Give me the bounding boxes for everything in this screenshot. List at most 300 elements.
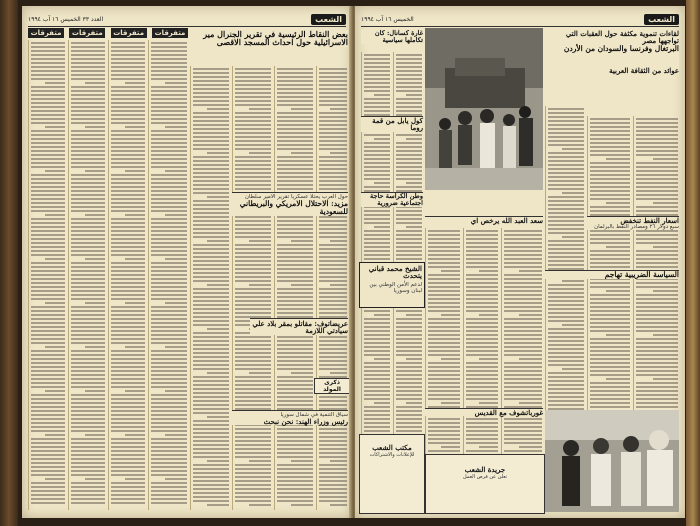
text-line xyxy=(428,262,460,264)
text-line xyxy=(636,338,678,340)
text-line xyxy=(71,342,105,344)
text-line xyxy=(193,256,229,258)
text-line xyxy=(319,452,347,454)
text-line xyxy=(193,140,229,142)
text-line xyxy=(590,298,630,300)
text-line xyxy=(125,258,145,260)
text-line xyxy=(277,112,313,114)
text-line xyxy=(277,224,313,226)
text-line xyxy=(636,154,678,156)
text-line xyxy=(235,188,271,190)
text-line xyxy=(111,298,145,300)
text-line xyxy=(111,454,145,456)
text-line xyxy=(111,194,145,196)
text-line xyxy=(111,78,145,80)
right-page xyxy=(355,6,685,518)
text-line xyxy=(71,290,105,292)
text-line xyxy=(193,344,229,346)
text-line xyxy=(504,230,542,232)
text-line xyxy=(45,434,65,436)
text-line xyxy=(364,378,390,380)
text-line xyxy=(364,342,390,344)
text-line xyxy=(636,146,678,148)
text-line xyxy=(396,110,422,112)
text-line xyxy=(319,480,347,482)
text-line xyxy=(249,284,271,286)
text-line xyxy=(428,438,460,440)
text-line xyxy=(151,250,187,252)
text-line xyxy=(277,440,313,442)
text-line xyxy=(31,386,65,388)
text-line xyxy=(291,240,313,242)
text-line xyxy=(396,170,422,172)
text-line xyxy=(111,58,145,60)
text-line xyxy=(31,110,65,112)
text-line xyxy=(151,354,187,356)
text-line xyxy=(590,330,630,332)
text-line xyxy=(636,350,678,352)
text-line xyxy=(277,104,313,106)
text-line xyxy=(151,58,187,60)
text-line xyxy=(590,238,630,240)
text-line xyxy=(71,58,105,60)
text-line xyxy=(548,320,584,322)
text-line xyxy=(636,330,678,332)
text-line xyxy=(193,324,229,326)
text-line xyxy=(235,228,271,230)
text-line xyxy=(504,418,542,420)
text-line xyxy=(364,390,390,392)
text-line xyxy=(235,112,271,114)
text-line xyxy=(151,430,187,432)
text-line xyxy=(590,398,630,400)
text-line xyxy=(71,206,105,208)
text-line xyxy=(111,414,145,416)
text-line xyxy=(151,318,187,320)
text-line xyxy=(111,90,145,92)
text-line xyxy=(111,370,145,372)
text-line xyxy=(277,296,313,298)
text-line xyxy=(235,488,271,490)
text-line xyxy=(235,476,271,478)
text-line xyxy=(235,484,271,486)
text-line xyxy=(590,130,630,132)
right-center-headline-3-block xyxy=(361,192,423,207)
text-line xyxy=(590,306,630,308)
text-line xyxy=(277,160,313,162)
text-line xyxy=(548,356,584,358)
text-line xyxy=(111,350,145,352)
text-line xyxy=(111,246,145,248)
text-line xyxy=(466,286,498,288)
text-line xyxy=(636,266,678,268)
text-line xyxy=(151,94,187,96)
text-line xyxy=(364,398,390,400)
left-main-headline-2: الاسرائيلية حول احداث المسجد الاقصى xyxy=(216,37,348,48)
text-line xyxy=(319,272,347,274)
text-line xyxy=(193,456,229,458)
right-center-headline-2-block xyxy=(361,116,423,132)
text-line xyxy=(319,84,347,86)
text-line xyxy=(193,128,229,130)
text-line xyxy=(606,290,630,292)
text-line xyxy=(193,392,229,394)
text-line xyxy=(548,304,584,306)
text-line xyxy=(111,210,145,212)
text-line xyxy=(428,370,460,372)
text-line xyxy=(548,344,584,346)
text-line xyxy=(151,234,187,236)
text-line xyxy=(636,362,678,364)
text-line xyxy=(277,164,313,166)
text-line xyxy=(548,120,584,122)
text-line xyxy=(428,378,460,380)
text-line xyxy=(277,120,313,122)
text-line xyxy=(193,340,229,342)
text-line xyxy=(548,292,584,294)
left-bottom-headline-sub: سياق التنمية في شمال سوريا xyxy=(280,412,348,418)
text-line xyxy=(548,224,584,226)
text-line xyxy=(31,342,65,344)
text-line xyxy=(193,384,229,386)
text-line xyxy=(151,358,187,360)
text-line xyxy=(71,86,105,88)
text-line xyxy=(428,318,460,320)
text-line xyxy=(235,92,271,94)
text-line xyxy=(235,464,271,466)
text-line xyxy=(235,356,271,358)
text-line xyxy=(548,256,584,258)
text-line xyxy=(636,178,678,180)
text-line xyxy=(45,346,65,348)
text-line xyxy=(125,390,145,392)
text-line xyxy=(277,336,313,338)
text-line xyxy=(396,178,422,180)
text-line xyxy=(364,150,390,152)
text-line xyxy=(111,266,145,268)
text-line xyxy=(277,136,313,138)
text-line xyxy=(235,104,271,106)
text-line xyxy=(71,274,105,276)
right-ad-2-line: تعلن عن فرص العمل xyxy=(462,474,508,480)
text-line xyxy=(319,156,347,158)
text-line xyxy=(319,148,347,150)
text-line xyxy=(111,314,145,316)
text-line xyxy=(193,312,229,314)
text-line xyxy=(31,378,65,380)
text-line xyxy=(31,114,65,116)
text-line xyxy=(364,66,390,68)
text-line xyxy=(85,478,105,480)
text-line xyxy=(151,310,187,312)
text-line xyxy=(636,250,678,252)
text-line xyxy=(235,280,271,282)
text-line xyxy=(396,74,422,76)
text-line xyxy=(479,270,498,272)
text-line xyxy=(636,262,678,264)
text-line xyxy=(364,318,390,320)
text-line xyxy=(71,314,105,316)
text-line xyxy=(466,250,498,252)
text-line xyxy=(71,498,105,500)
text-line xyxy=(636,306,678,308)
text-line xyxy=(71,234,105,236)
text-line xyxy=(31,162,65,164)
text-line xyxy=(466,294,498,296)
text-line xyxy=(235,164,271,166)
text-line xyxy=(235,404,271,406)
text-line xyxy=(151,334,187,336)
text-line xyxy=(548,124,584,126)
text-line xyxy=(277,188,313,190)
text-line xyxy=(207,240,229,242)
text-line xyxy=(235,236,271,238)
text-line xyxy=(151,98,187,100)
text-line xyxy=(151,174,187,176)
text-line xyxy=(235,300,271,302)
text-line xyxy=(466,434,498,436)
right-top-headline-block xyxy=(545,30,679,74)
text-line xyxy=(31,290,65,292)
text-line xyxy=(504,362,542,364)
text-line xyxy=(396,222,422,224)
text-line xyxy=(111,494,145,496)
text-line xyxy=(151,462,187,464)
text-line xyxy=(504,318,542,320)
text-line xyxy=(504,310,542,312)
text-line xyxy=(319,72,347,74)
text-line xyxy=(636,210,678,212)
text-line xyxy=(31,46,65,48)
text-line xyxy=(31,406,65,408)
text-line xyxy=(125,126,145,128)
text-line xyxy=(636,282,678,284)
text-line xyxy=(193,356,229,358)
text-line xyxy=(277,308,313,310)
text-line xyxy=(151,418,187,420)
text-line xyxy=(636,238,678,240)
text-line xyxy=(151,470,187,472)
text-line xyxy=(504,374,542,376)
text-line xyxy=(548,396,584,398)
text-line xyxy=(548,244,584,246)
text-line xyxy=(466,374,498,376)
text-line xyxy=(71,102,105,104)
text-line xyxy=(277,396,313,398)
text-line xyxy=(71,242,105,244)
text-line xyxy=(330,108,347,110)
text-line xyxy=(504,386,542,388)
text-line xyxy=(235,256,271,258)
text-line xyxy=(441,314,460,316)
text-line xyxy=(277,304,313,306)
text-line xyxy=(396,254,422,256)
text-line xyxy=(111,234,145,236)
text-line xyxy=(441,270,460,272)
text-line xyxy=(151,198,187,200)
text-line xyxy=(636,318,678,320)
crowd-photo-graphic xyxy=(425,28,543,190)
text-line xyxy=(193,452,229,454)
text-line xyxy=(319,252,347,254)
text-line xyxy=(319,168,347,170)
text-line xyxy=(193,296,229,298)
text-line xyxy=(111,334,145,336)
text-line xyxy=(45,302,65,304)
text-line xyxy=(31,50,65,52)
text-line xyxy=(319,144,347,146)
text-line xyxy=(71,230,105,232)
text-line xyxy=(636,162,678,164)
text-line xyxy=(31,178,65,180)
text-line xyxy=(466,450,498,452)
text-line xyxy=(85,82,105,84)
text-line xyxy=(466,394,498,396)
text-line xyxy=(207,328,229,330)
text-line xyxy=(548,200,584,202)
text-line xyxy=(151,210,187,212)
text-line xyxy=(151,106,187,108)
right-col-headline-2: اسعار النفط تنخفض xyxy=(620,216,679,225)
text-line xyxy=(364,382,390,384)
text-line xyxy=(396,258,422,260)
text-line xyxy=(277,116,313,118)
text-line xyxy=(31,370,65,372)
text-line xyxy=(562,236,584,238)
text-line xyxy=(466,430,498,432)
text-line xyxy=(466,290,498,292)
text-line xyxy=(319,276,347,278)
text-line xyxy=(504,274,542,276)
text-line xyxy=(111,474,145,476)
right-center-headline-5: الشيخ محمد قباني يتحدث xyxy=(368,264,422,281)
text-line xyxy=(31,118,65,120)
text-line xyxy=(466,242,498,244)
text-line xyxy=(31,298,65,300)
text-line xyxy=(71,246,105,248)
text-line xyxy=(364,430,390,432)
text-line xyxy=(235,364,271,366)
text-line xyxy=(562,324,584,326)
text-line xyxy=(396,334,422,336)
text-line xyxy=(466,382,498,384)
text-line xyxy=(319,100,347,102)
text-line xyxy=(364,362,390,364)
text-line xyxy=(31,202,65,204)
text-line xyxy=(111,106,145,108)
text-line xyxy=(193,276,229,278)
left-masthead-date: العدد ٣٣ الخميس ١٦ آب ١٩٩٤ xyxy=(28,15,104,23)
text-line xyxy=(504,438,542,440)
text-line xyxy=(466,334,498,336)
text-line xyxy=(479,446,498,448)
text-line xyxy=(31,294,65,296)
text-line xyxy=(193,400,229,402)
left-lower-headline: عريضاتوف: مقاتلو بمقر بلاد علي سيادتي اللازمة xyxy=(252,319,348,336)
text-line xyxy=(31,322,65,324)
text-line xyxy=(364,258,390,260)
text-line xyxy=(319,112,347,114)
text-line xyxy=(193,100,229,102)
text-line xyxy=(606,246,630,248)
text-line xyxy=(504,266,542,268)
text-line xyxy=(364,214,390,216)
text-line xyxy=(207,108,229,110)
text-line xyxy=(319,444,347,446)
text-line xyxy=(235,100,271,102)
text-line xyxy=(466,426,498,428)
text-line xyxy=(151,202,187,204)
text-line xyxy=(193,104,229,106)
text-line xyxy=(151,410,187,412)
text-line xyxy=(504,426,542,428)
text-line xyxy=(71,370,105,372)
text-line xyxy=(71,322,105,324)
text-line xyxy=(151,398,187,400)
text-line xyxy=(428,326,460,328)
text-line xyxy=(548,188,584,190)
text-line xyxy=(590,194,630,196)
text-line xyxy=(71,330,105,332)
text-line xyxy=(277,432,313,434)
text-line xyxy=(111,342,145,344)
text-line xyxy=(374,138,390,140)
text-line xyxy=(319,236,347,238)
text-line xyxy=(636,358,678,360)
left-section-tags xyxy=(28,28,188,38)
text-line xyxy=(165,126,187,128)
text-line xyxy=(277,388,313,390)
text-line xyxy=(31,150,65,152)
text-line xyxy=(235,264,271,266)
text-line xyxy=(151,238,187,240)
text-line xyxy=(548,176,584,178)
text-line xyxy=(466,422,498,424)
text-line xyxy=(193,260,229,262)
text-line xyxy=(364,110,390,112)
text-line xyxy=(193,360,229,362)
text-line xyxy=(151,282,187,284)
text-line xyxy=(151,458,187,460)
text-line xyxy=(31,454,65,456)
text-line xyxy=(277,352,313,354)
text-line xyxy=(590,210,630,212)
text-line xyxy=(636,186,678,188)
text-line xyxy=(193,388,229,390)
text-line xyxy=(277,428,313,430)
text-line xyxy=(31,402,65,404)
text-line xyxy=(71,358,105,360)
text-line xyxy=(319,432,347,434)
text-line xyxy=(428,242,460,244)
text-line xyxy=(111,310,145,312)
text-line xyxy=(396,422,422,424)
text-line xyxy=(319,232,347,234)
text-line xyxy=(590,242,630,244)
text-line xyxy=(31,238,65,240)
text-line xyxy=(71,378,105,380)
text-line xyxy=(364,142,390,144)
text-line xyxy=(319,492,347,494)
text-line xyxy=(193,88,229,90)
text-line xyxy=(85,214,105,216)
text-line xyxy=(111,366,145,368)
text-line xyxy=(165,390,187,392)
text-line xyxy=(151,246,187,248)
text-line xyxy=(71,374,105,376)
text-line xyxy=(111,426,145,428)
text-line xyxy=(71,210,105,212)
